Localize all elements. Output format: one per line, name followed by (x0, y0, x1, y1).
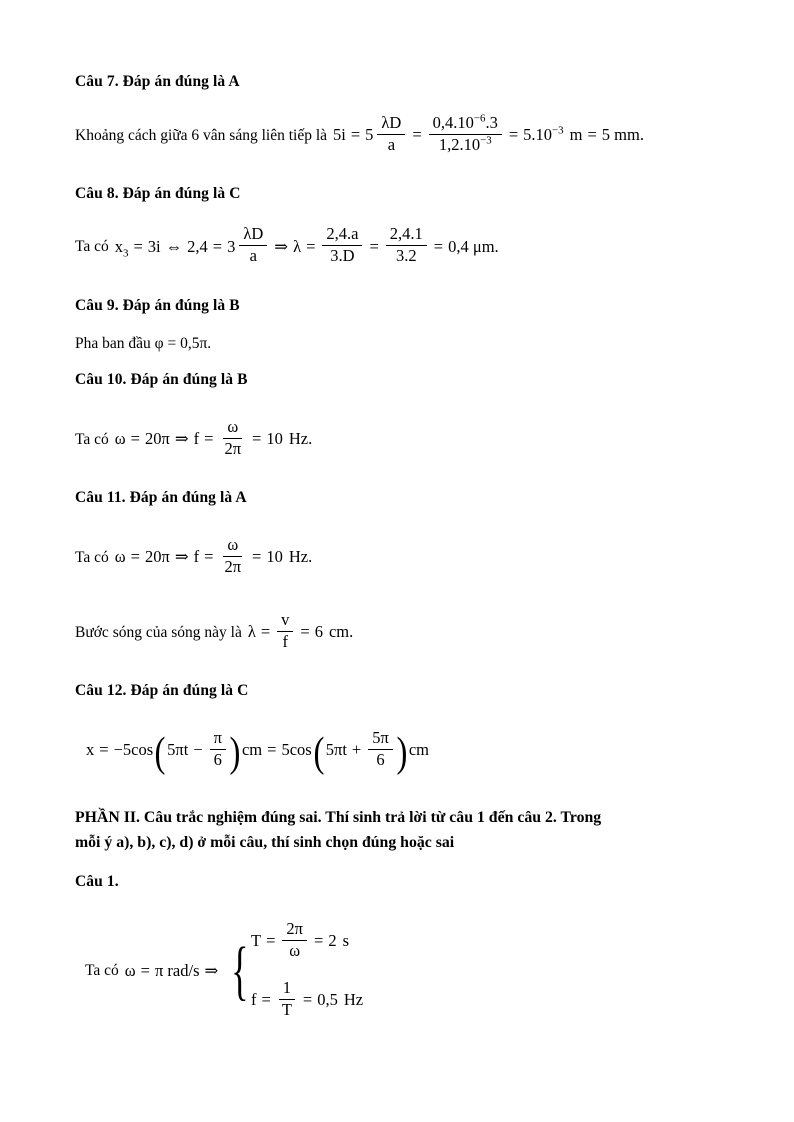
solution-lead-cau7: Khoảng cách giữa 6 vân sáng liên tiếp là (75, 126, 328, 144)
formula-cau12-eq2: = (267, 740, 277, 760)
equation-system-cau1 (224, 918, 364, 1021)
solution-line-cau11-a (75, 534, 723, 578)
formula-cau12-frac1-den: 6 (213, 749, 222, 769)
formula-cau7-eq1: = (350, 125, 361, 145)
formula-cau8-x (114, 237, 130, 260)
x-sub: 3 (123, 247, 129, 260)
formula-cau11b-frac-den: f (282, 631, 289, 651)
solution-line-cau7 (75, 112, 723, 156)
formula-cau10-f: f (193, 429, 200, 449)
formula-cau11b-lambda: λ (247, 622, 256, 642)
formula-cau12-unit1: cm (241, 740, 263, 760)
answer-heading-cau7: Câu 7. Đáp án đúng là A (75, 73, 240, 90)
formula-cau7-unit: m (569, 125, 583, 145)
formula-cau11b-eq1: = (260, 622, 271, 642)
formula-cau7-result2: 5 mm. (601, 125, 644, 145)
answer-heading-cau9: Câu 9. Đáp án đúng là B (75, 296, 240, 314)
formula-cau7-frac1-num: λD (377, 114, 405, 135)
formula-cau8-frac3-den: 3.2 (395, 246, 417, 266)
formula-cau7-eq4: = (587, 125, 597, 145)
formula-cau11a-val1: 20π (144, 547, 170, 567)
spacer (75, 771, 723, 805)
solution-lead-cau11b: Bước sóng của sóng này là (75, 623, 242, 641)
formula-cau7-coef: 5 (365, 125, 374, 145)
cau1-row1-unit: s (342, 931, 349, 951)
formula-cau7-result (522, 124, 564, 145)
formula-cau8-frac3 (386, 225, 427, 266)
formula-cau8-eq1: = (133, 237, 143, 256)
formula-cau8-lambda: λ (293, 237, 302, 256)
formula-cau8-eq2: = (212, 237, 223, 256)
formula-cau12-frac2 (368, 729, 393, 770)
formula-cau1-implies: ⇒ (204, 960, 219, 980)
formula-cau10 (114, 416, 313, 460)
formula-cau12-unit2: cm (408, 740, 429, 760)
solution-line-cau12 (75, 727, 723, 776)
formula-cau11a-result: 10 (266, 547, 283, 567)
frac2-den-exp: −3 (480, 134, 492, 147)
formula-cau11b-eq2: = (300, 622, 310, 642)
formula-cau11a-frac (220, 536, 245, 577)
formula-cau8-frac1-den: a (249, 246, 257, 266)
result-base: 5.10 (523, 125, 553, 145)
spacer (75, 856, 723, 872)
formula-cau11a-implies: ⇒ (174, 547, 189, 567)
section-title-phan2 (75, 805, 723, 856)
spacer (75, 578, 723, 612)
formula-cau1-omega: ω (124, 960, 136, 980)
formula-cau11a-eq1: = (130, 547, 140, 567)
formula-cau8-frac2-den: 3.D (330, 246, 355, 266)
spacer (75, 653, 723, 681)
formula-cau10-implies: ⇒ (174, 429, 189, 449)
formula-cau1 (124, 918, 364, 1021)
formula-cau8-implies: ⇒ (274, 237, 289, 256)
cau1-row2-eq2: = (302, 990, 313, 1010)
answer-heading-cau11: Câu 11. Đáp án đúng là A (75, 489, 247, 507)
spacer (75, 460, 723, 488)
formula-cau8-frac2-num: 2,4.a (322, 225, 362, 246)
frac2-num-exp: −6 (473, 112, 486, 125)
formula-cau8-val2: 2,4 (187, 237, 208, 256)
formula-cau8-frac3-num: 2,4.1 (386, 225, 427, 246)
formula-cau10-unit: Hz. (288, 429, 313, 449)
formula-cau10-eq1: = (130, 429, 140, 449)
spacer (75, 317, 723, 333)
result-exp: −3 (552, 124, 564, 137)
cau1-row1-frac-num: 2π (282, 920, 307, 941)
solution-line-cau9: Pha ban đầu φ = 0,5π. (75, 334, 212, 352)
formula-cau11b-result: 6 (314, 622, 323, 642)
cau1-row2-frac (278, 979, 296, 1020)
formula-cau10-eq2: = (204, 429, 214, 449)
solution-lead-cau10: Ta có (75, 430, 109, 448)
spacer (75, 268, 723, 296)
spacer (75, 354, 723, 370)
left-brace-icon: { (231, 934, 249, 1008)
solution-lead-cau8: Ta có (75, 238, 109, 256)
formula-cau11b (247, 609, 354, 653)
answer-heading-cau8: Câu 8. Đáp án đúng là C (75, 184, 241, 202)
cau1-row2-unit: Hz (343, 990, 364, 1010)
section-title-line1: PHẦN II. Câu trắc nghiệm đúng sai. Thí sinh trả lời từ câu 1 đến câu 2. Trong (75, 808, 602, 826)
question-heading-cau1: Câu 1. (75, 873, 119, 890)
spacer (75, 391, 723, 419)
formula-cau7 (332, 112, 645, 156)
formula-cau12-amp2: 5cos (281, 740, 312, 760)
formula-cau8-frac1-num: λD (239, 225, 267, 246)
formula-cau12-arg2-main: 5πt (325, 740, 347, 760)
formula-cau7-eq2: = (412, 125, 422, 145)
formula-cau10-result: 10 (266, 429, 283, 449)
formula-cau8-eq3: = (306, 237, 316, 256)
formula-cau11a (114, 534, 313, 578)
answer-heading-cau10: Câu 10. Đáp án đúng là B (75, 371, 248, 389)
spacer (75, 509, 723, 537)
formula-cau12-frac1-num: π (210, 729, 226, 750)
formula-cau11a-eq3: = (252, 547, 262, 567)
formula-cau12-frac1 (210, 729, 226, 770)
formula-cau12-x: x (86, 740, 95, 760)
formula-cau11a-eq2: = (204, 547, 214, 567)
formula-cau8-eq5: = (433, 237, 444, 256)
formula-cau7-lhs: 5i (333, 125, 346, 145)
formula-cau8-coef: 3 (227, 237, 236, 256)
frac2-num-tail: .3 (485, 112, 498, 132)
system-rows (250, 918, 364, 1021)
formula-cau8-eq4: = (369, 237, 379, 256)
solution-lead-cau1: Ta có (85, 962, 119, 980)
solution-lead-cau11a: Ta có (75, 548, 109, 566)
formula-cau12-frac2-den: 6 (376, 749, 385, 769)
formula-cau11a-frac-den: 2π (224, 556, 242, 576)
cau1-row2-result: 0,5 (317, 990, 338, 1010)
formula-cau8-frac1 (239, 225, 267, 266)
formula-cau8-val1: 3i (147, 237, 161, 256)
formula-cau8-result: 0,4 μm. (448, 237, 499, 256)
answer-heading-cau12: Câu 12. Đáp án đúng là C (75, 681, 249, 699)
spacer (75, 205, 723, 227)
solution-line-cau8 (75, 224, 723, 268)
formula-cau8 (114, 224, 500, 268)
formula-cau11a-frac-num: ω (223, 536, 242, 557)
formula-cau1-eq1: = (140, 960, 150, 980)
formula-cau12-arg1-op: − (193, 740, 203, 760)
formula-cau10-omega: ω (114, 429, 126, 449)
spacer (75, 156, 723, 184)
cau1-row1-lhs: T (251, 931, 262, 951)
formula-cau12-amp1: −5cos (113, 740, 154, 760)
formula-cau8-iff: ⇔ (165, 237, 183, 256)
formula-cau11b-frac (277, 611, 293, 652)
formula-cau7-frac1 (377, 114, 405, 155)
formula-cau10-val1: 20π (144, 429, 170, 449)
cau1-row1-frac-den: ω (289, 940, 301, 960)
section-title-line2: mỗi ý a), b), c), d) ở mỗi câu, thí sinh chọn đúng hoặc sai (75, 834, 455, 852)
formula-cau11b-frac-num: v (277, 611, 293, 632)
cau1-row1-eq2: = (314, 931, 324, 951)
solution-line-cau1 (75, 918, 723, 1021)
formula-cau7-frac2 (429, 114, 502, 155)
formula-cau12-arg2-op: + (351, 740, 362, 760)
frac2-num-base: 0,4.10 (432, 112, 474, 132)
formula-cau1-val1: π rad/s (154, 960, 200, 980)
formula-cau12: x = −5cos ( 5πt − $\frac{\pi}{6}$ ) cm = 5cos ( 5πt + $\frac{5\pi}{6}$ ) cm (86, 727, 429, 776)
formula-cau10-eq3: = (252, 429, 262, 449)
formula-cau11a-omega: ω (114, 547, 126, 567)
page-content (75, 72, 723, 1021)
formula-cau10-frac (220, 418, 245, 459)
frac2-den-base: 1,2.10 (438, 134, 481, 154)
formula-cau11a-unit: Hz. (288, 547, 313, 567)
cau1-row2-frac-num: 1 (279, 979, 295, 1000)
formula-cau7-frac2-den (435, 135, 496, 155)
cau1-row2-eq1: = (261, 990, 271, 1010)
spacer (75, 893, 723, 921)
system-row-frequency (250, 977, 364, 1021)
cau1-row1-eq1: = (266, 931, 276, 951)
cau1-row2-frac-den: T (281, 999, 292, 1019)
formula-cau12-frac2-num: 5π (368, 729, 393, 750)
formula-cau7-frac1-den: a (387, 134, 396, 154)
formula-cau10-frac-num: ω (223, 418, 242, 439)
formula-cau8-frac2 (322, 225, 362, 266)
formula-cau7-eq3: = (508, 125, 519, 145)
cau1-row1-frac (282, 920, 307, 961)
cau1-row2-lhs: f (251, 990, 257, 1010)
formula-cau10-frac-den: 2π (224, 438, 242, 458)
formula-cau12-arg1-main: 5πt (167, 740, 189, 760)
x-base: x (114, 237, 124, 256)
formula-cau12-eq1: = (99, 740, 109, 760)
solution-line-cau10 (75, 416, 723, 460)
system-row-period (250, 918, 364, 962)
formula-cau11a-f: f (193, 547, 200, 567)
formula-cau11b-unit: cm. (328, 622, 354, 642)
spacer (75, 702, 723, 730)
solution-line-cau11-b (75, 609, 723, 653)
cau1-row1-result: 2 (328, 931, 337, 951)
formula-cau7-frac2-num (429, 114, 502, 135)
spacer (75, 93, 723, 115)
